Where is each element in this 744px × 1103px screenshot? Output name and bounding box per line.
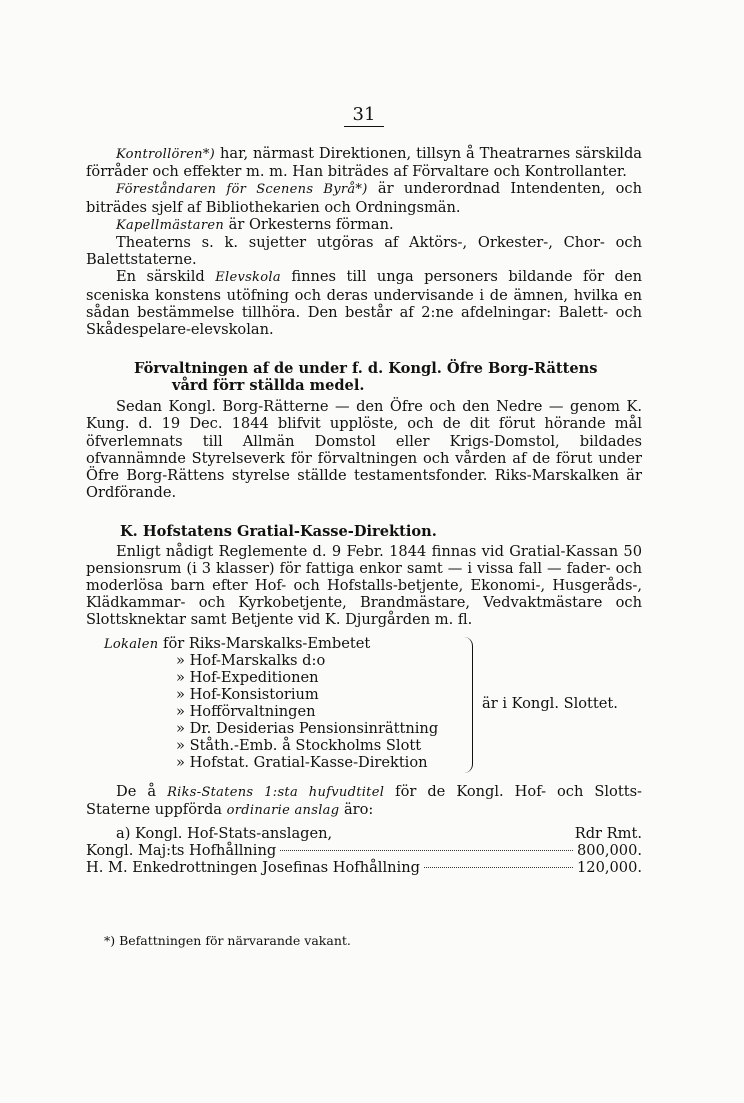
paragraph-sujetter: Theaterns s. k. sujetter utgöras af Aktörs-, Orkester-, Chor- och Balettstaterne.	[86, 234, 642, 269]
lokalen-item: » Hof-Marskalks d:o	[176, 651, 326, 669]
lokalen-first-row	[104, 635, 370, 653]
ledger-unit: Rdr Rmt.	[574, 825, 642, 843]
ledger-row	[86, 842, 642, 859]
term-riksstat: Riks-Statens 1:sta hufvudtitel	[167, 784, 385, 800]
paragraph-borgratten: Sedan Kongl. Borg-Rätterne — den Öfre och den Nedre — genom K. Kung. d. 19 Dec. 1844 blifvit upplöste, och de dit förut hörande mål öfverlemnats till Allmän Domstol eller Krigs-Domstol, bildades ofvannämnde Styrelseverk för förvaltningen och vården af de förut under Öfre Borg-Rättens styrelse ställde testamentsfonder. Riks-Marskalken är Ordförande.	[86, 398, 642, 502]
paragraph-kontrollor	[86, 145, 642, 180]
lokalen-item: » Ståth.-Emb. å Stockholms Slott	[176, 736, 422, 754]
ledger-heading: a) Kongl. Hof-Stats-anslagen,	[116, 825, 333, 843]
lokalen-item: » Hof-Konsistorium	[176, 685, 319, 703]
lokalen-item: » Hofförvaltningen	[176, 702, 316, 720]
section-title-line: Förvaltningen af de under f. d. Kongl. Öfre Borg-Rättens	[134, 360, 598, 378]
curly-brace	[464, 637, 473, 773]
term-kontrollor: Kontrollören*)	[116, 147, 216, 162]
section-title-borgratten	[86, 360, 642, 394]
page-number: 31	[344, 104, 384, 127]
lokalen-label: Lokalen	[104, 636, 159, 652]
footnote: *) Befattningen för närvarande vakant.	[104, 933, 351, 948]
ledger-amount: 120,000.	[577, 859, 642, 877]
paragraph-text: för de Kongl. Hof- och Slotts-Staterne uppförda	[86, 782, 642, 818]
lokalen-item: för Riks-Marskalks-Embetet	[158, 634, 371, 652]
paragraph-text: En särskild	[116, 268, 216, 286]
paragraph-text: är Orkesterns förman.	[224, 215, 394, 233]
paragraph-gratialkassa: Enligt nådigt Reglemente d. 9 Febr. 1844 finnas vid Gratial-Kassan 50 pensionsrum (i 3 klasser) för fattiga enkor samt — i vissa fall — fader- och moderlösa barn efter Hof- och Hofstalls-betjente, Ekonomi-, Husgeråds-, Klädkammar- och Kyrkobetjente, Brandmästare, Vedvaktmästare och Slottsknektar samt Betjente vid K. Djurgården m. fl.	[86, 542, 642, 629]
ledger-label: Kongl. Maj:ts Hofhållning	[86, 842, 277, 860]
ledger-amount: 800,000.	[577, 842, 642, 860]
ledger-heading-row	[86, 825, 642, 842]
paragraph-forestandare	[86, 180, 642, 215]
term-forestandare: Föreståndaren för Scenens Byrå*)	[116, 182, 368, 198]
term-anslag: ordinarie anslag	[226, 802, 340, 818]
term-elevskola: Elevskola	[215, 270, 281, 286]
section-title-line: vård förr ställda medel.	[172, 377, 365, 395]
main-text	[86, 145, 642, 877]
paragraph-elevskola	[86, 268, 642, 338]
paragraph-text: finnes till unga personers bildande för den sceniska konstens utöfning och deras undervisande i de ämnen, hvilka en sådan bestämmelse tillhöra. Den består af 2:ne afdelningar: Balett- och Skådespelare-elevskolan.	[86, 268, 642, 339]
paragraph-anslag	[86, 783, 642, 819]
lokalen-list	[86, 635, 642, 783]
section-title-gratialkassa: K. Hofstatens Gratial-Kasse-Direktion.	[120, 523, 437, 541]
bracket-text: är i Kongl. Slottet.	[482, 694, 618, 712]
paragraph-text: De å	[116, 782, 168, 800]
ledger-row	[86, 859, 642, 876]
leader-dots	[424, 867, 573, 868]
lokalen-item: » Hof-Expeditionen	[176, 668, 319, 686]
paragraph-text: har, närmast Direktionen, tillsyn å Theatrarnes särskilda förråder och effekter m. m. Han biträdes af Förvaltare och Kontrollanter.	[86, 145, 642, 181]
leader-dots	[280, 850, 573, 851]
lokalen-item: » Hofstat. Gratial-Kasse-Direktion	[176, 753, 428, 771]
term-kapellmastare: Kapellmästaren	[116, 217, 224, 233]
ledger-label: H. M. Enkedrottningen Josefinas Hofhållning	[86, 859, 420, 877]
paragraph-kapellmastare	[86, 216, 642, 234]
ledger-table	[86, 825, 642, 877]
paragraph-text: äro:	[339, 800, 374, 818]
lokalen-item: » Dr. Desiderias Pensionsinrättning	[176, 719, 439, 737]
paragraph-text: är underordnad Intendenten, och biträdes sjelf af Bibliothekarien och Ordningsmän.	[86, 180, 642, 216]
